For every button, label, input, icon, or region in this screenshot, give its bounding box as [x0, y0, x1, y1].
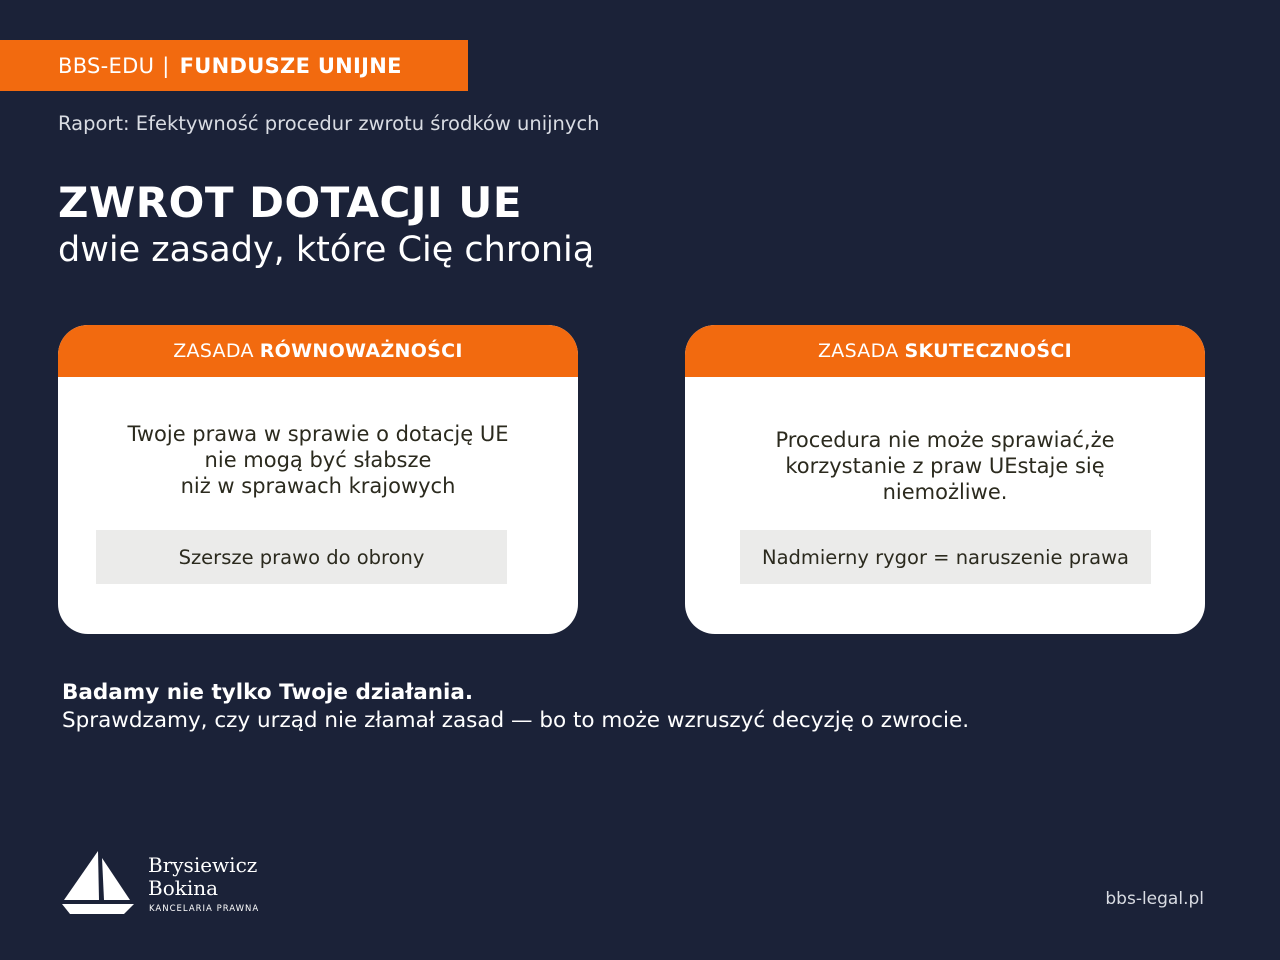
card-text-line: korzystanie z praw UEstaje się: [785, 454, 1105, 478]
card-text-line: Procedura nie może sprawiać,że: [775, 428, 1115, 452]
report-caption: Raport: Efektywność procedur zwrotu środków unijnych: [58, 112, 600, 135]
note-text: Sprawdzamy, czy urząd nie złamał zasad — bo to może wzruszyć decyzję o zwrocie.: [62, 708, 970, 733]
website-link[interactable]: bbs-legal.pl: [1105, 889, 1204, 909]
tag-separator: |: [162, 53, 170, 78]
sailboat-icon: [60, 848, 140, 918]
category-tag: [0, 40, 468, 91]
brand-label: BBS-EDU: [58, 53, 155, 78]
logo-wordmark: [148, 854, 257, 900]
logo-line: Brysiewicz: [148, 853, 258, 877]
card-text-line: Twoje prawa w sprawie o dotację UE: [127, 422, 509, 446]
logo-subtitle: KANCELARIA PRAWNA: [149, 904, 260, 914]
card-header-light: ZASADA: [817, 340, 899, 362]
logo-line: Bokina: [148, 876, 219, 900]
card-header-light: ZASADA: [173, 340, 254, 362]
card-highlight-box: Szersze prawo do obrony: [96, 530, 507, 584]
note-heading: Badamy nie tylko Twoje działania.: [62, 680, 474, 705]
card-header-bold: SKUTECZNOŚCI: [904, 340, 1073, 362]
page-subtitle: dwie zasady, które Cię chronią: [58, 230, 595, 270]
category-label: FUNDUSZE UNIJNE: [179, 53, 402, 78]
card-text: [685, 427, 1205, 505]
card-text: [58, 421, 578, 499]
card-header: [58, 325, 578, 377]
card-highlight-box: Nadmierny rygor = naruszenie prawa: [740, 530, 1151, 584]
page-title: ZWROT DOTACJI UE: [58, 178, 523, 227]
card-text-line: niemożliwe.: [882, 480, 1008, 504]
company-logo: [60, 848, 280, 918]
card-equivalence: [58, 325, 578, 634]
card-header: [685, 325, 1205, 377]
card-text-line: nie mogą być słabsze: [204, 448, 432, 472]
card-text-line: niż w sprawach krajowych: [180, 474, 456, 498]
card-header-bold: RÓWNOWAŻNOŚCI: [259, 340, 463, 362]
card-effectiveness: [685, 325, 1205, 634]
